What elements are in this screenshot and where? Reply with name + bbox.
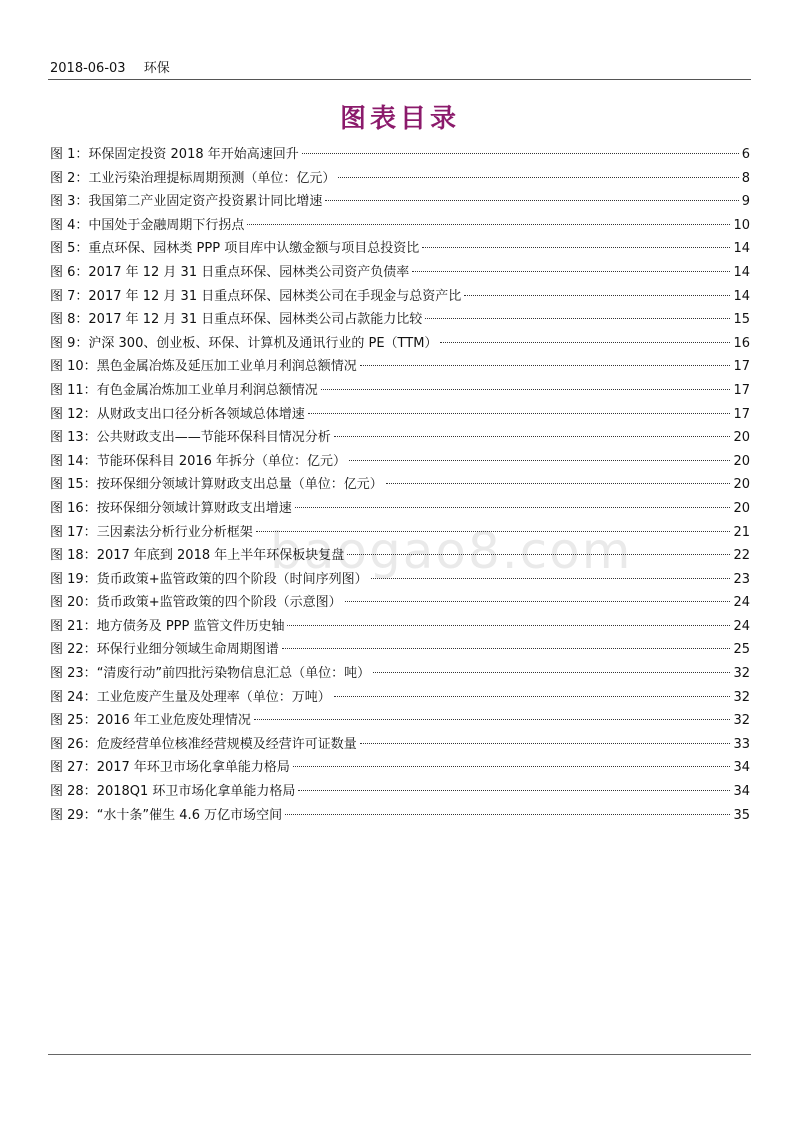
toc-entry-title[interactable]: 按环保细分领域计算财政支出总量（单位：亿元）: [96, 477, 383, 493]
toc-entry[interactable]: [50, 615, 750, 639]
dot-leader: [293, 766, 731, 767]
toc-entry-title[interactable]: 沪深 300、创业板、环保、计算机及通讯行业的 PE（TTM）: [88, 335, 438, 351]
dot-leader: [360, 365, 731, 366]
toc-entry-title[interactable]: 从财政支出口径分析各领域总体增速: [96, 406, 305, 422]
dot-leader: [386, 483, 731, 484]
toc-entry[interactable]: [50, 403, 750, 427]
toc-entry-label: 图 1：: [50, 147, 89, 162]
toc-entry[interactable]: [50, 450, 750, 474]
toc-entry[interactable]: [50, 261, 750, 285]
dot-leader: [371, 578, 731, 579]
toc-entry-label: 图 5：: [50, 241, 89, 257]
toc-entry-page-number[interactable]: 32: [733, 666, 750, 682]
toc-entry-label: 图 14：: [50, 453, 97, 469]
toc-entry[interactable]: [50, 497, 750, 521]
toc-entry[interactable]: [50, 568, 750, 592]
toc-entry-page-number[interactable]: 14: [733, 288, 750, 304]
header-divider: [48, 79, 751, 80]
toc-entry-page-number[interactable]: 33: [733, 736, 750, 752]
toc-entry-label: 图 2：: [50, 170, 89, 186]
dot-leader: [321, 389, 731, 390]
toc-entry-title[interactable]: 货币政策+监管政策的四个阶段（时间序列图）: [96, 571, 368, 587]
footer-divider: [48, 1054, 751, 1055]
toc-entry[interactable]: [50, 308, 750, 332]
toc-entry-page-number[interactable]: 23: [733, 571, 750, 587]
toc-entry-page-number[interactable]: 22: [733, 548, 750, 564]
toc-entry[interactable]: [50, 285, 750, 309]
toc-entry-label: 图 28：: [50, 784, 97, 800]
dot-leader: [282, 648, 731, 649]
toc-entry-label: 图 8：: [50, 312, 89, 328]
toc-entry-label: 图 17：: [50, 524, 97, 540]
toc-entry-label: 图 27：: [50, 760, 97, 776]
toc-entry-title[interactable]: 黑色金属冶炼及延压加工业单月利润总额情况: [96, 359, 357, 375]
toc-entry-label: 图 10：: [50, 359, 97, 375]
dot-leader: [347, 554, 730, 555]
toc-entry-label: 图 16：: [50, 500, 97, 516]
toc-entry-title[interactable]: 重点环保、园林类 PPP 项目库中认缴金额与项目总投资比: [88, 241, 420, 257]
dot-leader: [425, 318, 730, 319]
toc-entry-label: 图 22：: [50, 642, 97, 658]
toc-entry[interactable]: [50, 143, 750, 167]
toc-entry-page-number[interactable]: 25: [733, 642, 750, 658]
dot-leader: [440, 342, 730, 343]
toc-entry-title[interactable]: 2018Q1 环卫市场化拿单能力格局: [96, 784, 296, 800]
toc-entry-title[interactable]: 公共财政支出——节能环保科目情况分析: [96, 430, 331, 446]
toc-entry-label: 图 4：: [50, 217, 89, 233]
toc-entry-page-number[interactable]: 20: [733, 453, 750, 469]
toc-entry-label: 图 20：: [50, 595, 97, 611]
toc-entry[interactable]: [50, 237, 750, 261]
dot-leader: [464, 295, 730, 296]
toc-entry-page-number[interactable]: 20: [733, 477, 750, 493]
dot-leader: [345, 601, 731, 602]
toc-entry-label: 图 12：: [50, 406, 97, 422]
toc-entry[interactable]: [50, 355, 750, 379]
dot-leader: [254, 719, 731, 720]
toc-entry-label: 图 23：: [50, 666, 97, 682]
dot-leader: [422, 247, 730, 248]
dot-leader: [349, 460, 730, 461]
toc-entry-page-number[interactable]: 35: [733, 807, 750, 823]
toc-entry[interactable]: [50, 379, 750, 403]
toc-entry[interactable]: [50, 638, 750, 662]
toc-entry-title[interactable]: 环保固定投资 2018 年开始高速回升: [88, 147, 299, 162]
toc-entry-page-number[interactable]: 8: [741, 170, 750, 186]
toc-entry[interactable]: [50, 686, 750, 710]
toc-entry-label: 图 3：: [50, 194, 89, 210]
toc-entry[interactable]: [50, 426, 750, 450]
toc-entry-title[interactable]: 2017 年底到 2018 年上半年环保板块复盘: [96, 548, 345, 564]
dot-leader: [360, 743, 731, 744]
toc-entry-page-number[interactable]: 10: [733, 217, 750, 233]
toc-entry-label: 图 26：: [50, 736, 97, 752]
toc-entry-label: 图 11：: [50, 382, 97, 398]
toc-entry[interactable]: [50, 473, 750, 497]
toc-entry-label: 图 29：: [50, 807, 97, 823]
toc-entry-page-number[interactable]: 17: [733, 359, 750, 375]
toc-entry-title[interactable]: 2017 年环卫市场化拿单能力格局: [96, 760, 290, 776]
toc-entry-title[interactable]: 节能环保科目 2016 年拆分（单位：亿元）: [96, 453, 347, 469]
toc-entry-title[interactable]: 货币政策+监管政策的四个阶段（示意图）: [96, 595, 342, 611]
toc-entry-title[interactable]: 中国处于金融周期下行拐点: [88, 217, 245, 233]
dot-leader: [338, 177, 738, 178]
watermark: baogao8.com: [270, 522, 633, 580]
toc-entry[interactable]: [50, 591, 750, 615]
toc-entry-title[interactable]: 工业污染治理提标周期预测（单位：亿元）: [88, 170, 336, 186]
toc-entry-title[interactable]: “水十条”催生 4.6 万亿市场空间: [96, 807, 283, 823]
toc-entry-page-number[interactable]: 14: [733, 241, 750, 257]
toc-entry[interactable]: [50, 780, 750, 804]
toc-entry-page-number[interactable]: 24: [733, 618, 750, 634]
figure-index-list: [50, 143, 750, 827]
page-header: [50, 60, 750, 78]
toc-entry-label: 图 7：: [50, 288, 89, 304]
page-title: 图表目录: [339, 104, 460, 134]
dot-leader: [334, 436, 731, 437]
toc-entry-label: 图 15：: [50, 477, 97, 493]
toc-entry[interactable]: [50, 190, 750, 214]
toc-entry-title[interactable]: 2017 年 12 月 31 日重点环保、园林类公司占款能力比较: [88, 312, 423, 328]
toc-entry-page-number[interactable]: 6: [741, 147, 750, 162]
toc-entry-page-number[interactable]: 21: [733, 524, 750, 540]
toc-entry-page-number[interactable]: 34: [733, 784, 750, 800]
toc-entry-title[interactable]: 地方债务及 PPP 监管文件历史轴: [96, 618, 285, 634]
toc-entry-page-number[interactable]: 34: [733, 760, 750, 776]
toc-entry-label: 图 24：: [50, 689, 97, 705]
toc-entry-label: 图 19：: [50, 571, 97, 587]
toc-entry[interactable]: [50, 332, 750, 356]
toc-entry-page-number[interactable]: 20: [733, 500, 750, 516]
toc-entry[interactable]: [50, 521, 750, 545]
toc-entry[interactable]: [50, 733, 750, 757]
dot-leader: [334, 696, 731, 697]
toc-entry[interactable]: [50, 167, 750, 191]
dot-leader: [287, 625, 730, 626]
toc-entry[interactable]: [50, 662, 750, 686]
toc-entry[interactable]: [50, 804, 750, 828]
report-category: 环保: [143, 61, 170, 76]
toc-entry-page-number[interactable]: 32: [733, 689, 750, 705]
toc-entry-title[interactable]: 有色金属冶炼加工业单月利润总额情况: [96, 382, 318, 398]
dot-leader: [295, 507, 731, 508]
toc-entry[interactable]: [50, 214, 750, 238]
dot-leader: [247, 224, 730, 225]
toc-entry-title[interactable]: 2017 年 12 月 31 日重点环保、园林类公司在手现金与总资产比: [88, 288, 462, 304]
toc-entry-page-number[interactable]: 9: [741, 194, 750, 210]
dot-leader: [302, 153, 739, 154]
toc-entry-title[interactable]: “清废行动”前四批污染物信息汇总（单位：吨）: [96, 666, 371, 682]
toc-entry-title[interactable]: 2017 年 12 月 31 日重点环保、园林类公司资产负债率: [88, 264, 410, 280]
dot-leader: [325, 200, 738, 201]
toc-entry-label: 图 13：: [50, 430, 97, 446]
toc-entry-title[interactable]: 工业危废产生量及处理率（单位：万吨）: [96, 689, 331, 705]
toc-entry-page-number[interactable]: 17: [733, 406, 750, 422]
toc-entry-page-number[interactable]: 15: [733, 312, 750, 328]
toc-entry-title[interactable]: 我国第二产业固定资产投资累计同比增速: [88, 194, 323, 210]
dot-leader: [298, 790, 730, 791]
toc-entry-page-number[interactable]: 32: [733, 713, 750, 729]
dot-leader: [412, 271, 730, 272]
toc-entry-title[interactable]: 环保行业细分领域生命周期图谱: [96, 642, 279, 658]
toc-entry-title[interactable]: 三因素法分析行业分析框架: [96, 524, 253, 540]
toc-entry-page-number[interactable]: 24: [733, 595, 750, 611]
dot-leader: [308, 413, 731, 414]
toc-entry-label: 图 21：: [50, 618, 97, 634]
toc-entry-page-number[interactable]: 16: [733, 335, 750, 351]
toc-entry[interactable]: [50, 709, 750, 733]
toc-entry-label: 图 18：: [50, 548, 97, 564]
toc-entry-label: 图 25：: [50, 713, 97, 729]
toc-entry[interactable]: [50, 756, 750, 780]
toc-entry-page-number[interactable]: 17: [733, 382, 750, 398]
toc-entry-page-number[interactable]: 20: [733, 430, 750, 446]
toc-entry[interactable]: [50, 544, 750, 568]
toc-entry-label: 图 9：: [50, 335, 89, 351]
toc-entry-label: 图 6：: [50, 264, 89, 280]
dot-leader: [256, 531, 731, 532]
toc-entry-title[interactable]: 2016 年工业危废处理情况: [96, 713, 251, 729]
toc-entry-page-number[interactable]: 14: [733, 264, 750, 280]
dot-leader: [373, 672, 730, 673]
toc-entry-title[interactable]: 按环保细分领域计算财政支出增速: [96, 500, 292, 516]
report-date: 2018-06-03: [50, 61, 126, 76]
dot-leader: [285, 814, 730, 815]
toc-entry-title[interactable]: 危废经营单位核准经营规模及经营许可证数量: [96, 736, 357, 752]
